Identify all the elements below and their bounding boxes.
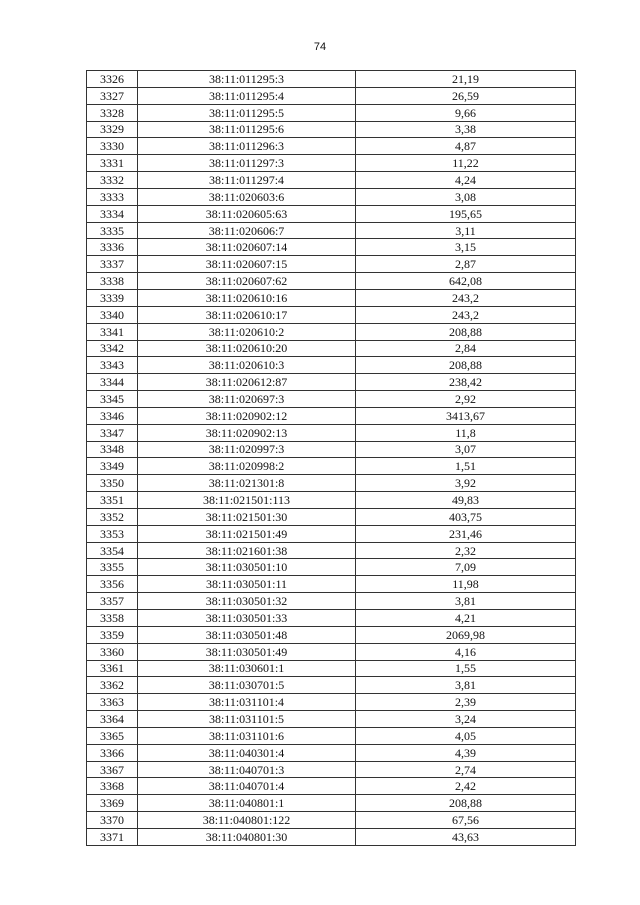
cadastral-number-cell: 38:11:040701:3 [138, 761, 356, 778]
cadastral-number-cell: 38:11:030501:32 [138, 593, 356, 610]
table-row [87, 323, 576, 340]
row-number-cell: 3347 [87, 424, 138, 441]
cadastral-number-cell: 38:11:030601:1 [138, 660, 356, 677]
row-number-cell: 3334 [87, 205, 138, 222]
cadastral-number-cell: 38:11:031101:4 [138, 694, 356, 711]
table-row [87, 525, 576, 542]
area-value-cell: 3,07 [356, 441, 576, 458]
cadastral-number-cell: 38:11:011297:3 [138, 155, 356, 172]
table-row [87, 155, 576, 172]
cadastral-number-cell: 38:11:021301:8 [138, 475, 356, 492]
row-number-cell: 3337 [87, 256, 138, 273]
cadastral-number-cell: 38:11:030501:11 [138, 576, 356, 593]
row-number-cell: 3367 [87, 761, 138, 778]
table-row [87, 542, 576, 559]
area-value-cell: 2,84 [356, 340, 576, 357]
row-number-cell: 3326 [87, 71, 138, 88]
row-number-cell: 3342 [87, 340, 138, 357]
cadastral-number-cell: 38:11:040801:30 [138, 828, 356, 845]
table-row [87, 87, 576, 104]
table-row [87, 778, 576, 795]
area-value-cell: 2,92 [356, 391, 576, 408]
table-row [87, 660, 576, 677]
area-value-cell: 3,92 [356, 475, 576, 492]
row-number-cell: 3371 [87, 828, 138, 845]
row-number-cell: 3363 [87, 694, 138, 711]
row-number-cell: 3344 [87, 374, 138, 391]
table-row [87, 306, 576, 323]
area-value-cell: 3,81 [356, 677, 576, 694]
cadastral-number-cell: 38:11:020610:2 [138, 323, 356, 340]
row-number-cell: 3355 [87, 559, 138, 576]
area-value-cell: 4,87 [356, 138, 576, 155]
table-row [87, 172, 576, 189]
row-number-cell: 3370 [87, 812, 138, 829]
row-number-cell: 3362 [87, 677, 138, 694]
area-value-cell: 238,42 [356, 374, 576, 391]
area-value-cell: 208,88 [356, 795, 576, 812]
cadastral-number-cell: 38:11:020610:20 [138, 340, 356, 357]
area-value-cell: 403,75 [356, 508, 576, 525]
page-number: 74 [313, 41, 327, 53]
cadastral-number-cell: 38:11:040301:4 [138, 744, 356, 761]
area-value-cell: 4,39 [356, 744, 576, 761]
table-row [87, 626, 576, 643]
table-row [87, 357, 576, 374]
area-value-cell: 3,38 [356, 121, 576, 138]
area-value-cell: 4,16 [356, 643, 576, 660]
cadastral-number-cell: 38:11:020998:2 [138, 458, 356, 475]
row-number-cell: 3353 [87, 525, 138, 542]
table-row [87, 795, 576, 812]
row-number-cell: 3338 [87, 273, 138, 290]
area-value-cell: 243,2 [356, 289, 576, 306]
cadastral-number-cell: 38:11:020607:15 [138, 256, 356, 273]
area-value-cell: 9,66 [356, 104, 576, 121]
cadastral-number-cell: 38:11:011297:4 [138, 172, 356, 189]
table-row [87, 643, 576, 660]
row-number-cell: 3356 [87, 576, 138, 593]
cadastral-number-cell: 38:11:020610:16 [138, 289, 356, 306]
row-number-cell: 3346 [87, 407, 138, 424]
area-value-cell: 3,81 [356, 593, 576, 610]
cadastral-number-cell: 38:11:031101:6 [138, 727, 356, 744]
table-row [87, 711, 576, 728]
table-row [87, 273, 576, 290]
area-value-cell: 4,05 [356, 727, 576, 744]
row-number-cell: 3366 [87, 744, 138, 761]
cadastral-number-cell: 38:11:030501:33 [138, 610, 356, 627]
cadastral-number-cell: 38:11:021501:30 [138, 508, 356, 525]
area-value-cell: 67,56 [356, 812, 576, 829]
row-number-cell: 3336 [87, 239, 138, 256]
row-number-cell: 3365 [87, 727, 138, 744]
row-number-cell: 3348 [87, 441, 138, 458]
cadastral-number-cell: 38:11:040701:4 [138, 778, 356, 795]
row-number-cell: 3339 [87, 289, 138, 306]
table-row [87, 508, 576, 525]
cadastral-number-cell: 38:11:011295:6 [138, 121, 356, 138]
table-row [87, 559, 576, 576]
table-row [87, 256, 576, 273]
cadastral-number-cell: 38:11:030701:5 [138, 677, 356, 694]
cadastral-number-cell: 38:11:020607:14 [138, 239, 356, 256]
area-value-cell: 43,63 [356, 828, 576, 845]
row-number-cell: 3340 [87, 306, 138, 323]
row-number-cell: 3354 [87, 542, 138, 559]
cadastral-number-cell: 38:11:021601:38 [138, 542, 356, 559]
row-number-cell: 3331 [87, 155, 138, 172]
cadastral-number-cell: 38:11:020902:12 [138, 407, 356, 424]
row-number-cell: 3361 [87, 660, 138, 677]
area-value-cell: 2,87 [356, 256, 576, 273]
table-row [87, 492, 576, 509]
area-value-cell: 231,46 [356, 525, 576, 542]
table-row [87, 744, 576, 761]
row-number-cell: 3333 [87, 188, 138, 205]
table-row [87, 407, 576, 424]
cadastral-number-cell: 38:11:020697:3 [138, 391, 356, 408]
area-value-cell: 2,42 [356, 778, 576, 795]
table-row [87, 475, 576, 492]
cadastral-number-cell: 38:11:021501:113 [138, 492, 356, 509]
row-number-cell: 3352 [87, 508, 138, 525]
table-row [87, 828, 576, 845]
area-value-cell: 3413,67 [356, 407, 576, 424]
row-number-cell: 3350 [87, 475, 138, 492]
table-body [87, 71, 576, 846]
table-row [87, 289, 576, 306]
row-number-cell: 3369 [87, 795, 138, 812]
area-value-cell: 3,08 [356, 188, 576, 205]
cadastral-number-cell: 38:11:011295:5 [138, 104, 356, 121]
row-number-cell: 3327 [87, 87, 138, 104]
area-value-cell: 1,55 [356, 660, 576, 677]
row-number-cell: 3368 [87, 778, 138, 795]
cadastral-number-cell: 38:11:020997:3 [138, 441, 356, 458]
area-value-cell: 21,19 [356, 71, 576, 88]
table-row [87, 205, 576, 222]
area-value-cell: 2,32 [356, 542, 576, 559]
area-value-cell: 2069,98 [356, 626, 576, 643]
table-row [87, 727, 576, 744]
area-value-cell: 208,88 [356, 323, 576, 340]
row-number-cell: 3351 [87, 492, 138, 509]
row-number-cell: 3345 [87, 391, 138, 408]
data-table [86, 70, 576, 846]
table-row [87, 610, 576, 627]
area-value-cell: 243,2 [356, 306, 576, 323]
row-number-cell: 3335 [87, 222, 138, 239]
row-number-cell: 3330 [87, 138, 138, 155]
row-number-cell: 3357 [87, 593, 138, 610]
cadastral-number-cell: 38:11:040801:122 [138, 812, 356, 829]
cadastral-number-cell: 38:11:021501:49 [138, 525, 356, 542]
area-value-cell: 7,09 [356, 559, 576, 576]
table-row [87, 188, 576, 205]
table-row [87, 104, 576, 121]
row-number-cell: 3349 [87, 458, 138, 475]
table-row [87, 694, 576, 711]
area-value-cell: 2,74 [356, 761, 576, 778]
area-value-cell: 1,51 [356, 458, 576, 475]
table-row [87, 441, 576, 458]
area-value-cell: 195,65 [356, 205, 576, 222]
table-row [87, 677, 576, 694]
cadastral-number-cell: 38:11:031101:5 [138, 711, 356, 728]
cadastral-number-cell: 38:11:030501:48 [138, 626, 356, 643]
row-number-cell: 3360 [87, 643, 138, 660]
row-number-cell: 3359 [87, 626, 138, 643]
area-value-cell: 4,24 [356, 172, 576, 189]
row-number-cell: 3364 [87, 711, 138, 728]
cadastral-number-cell: 38:11:020605:63 [138, 205, 356, 222]
area-value-cell: 208,88 [356, 357, 576, 374]
row-number-cell: 3358 [87, 610, 138, 627]
area-value-cell: 11,22 [356, 155, 576, 172]
table-row [87, 340, 576, 357]
table-row [87, 576, 576, 593]
area-value-cell: 4,21 [356, 610, 576, 627]
cadastral-number-cell: 38:11:040801:1 [138, 795, 356, 812]
area-value-cell: 2,39 [356, 694, 576, 711]
cadastral-number-cell: 38:11:020610:17 [138, 306, 356, 323]
cadastral-number-cell: 38:11:020607:62 [138, 273, 356, 290]
cadastral-number-cell: 38:11:011296:3 [138, 138, 356, 155]
cadastral-number-cell: 38:11:030501:49 [138, 643, 356, 660]
area-value-cell: 49,83 [356, 492, 576, 509]
table-row [87, 71, 576, 88]
cadastral-number-cell: 38:11:011295:3 [138, 71, 356, 88]
table-row [87, 222, 576, 239]
row-number-cell: 3341 [87, 323, 138, 340]
area-value-cell: 11,8 [356, 424, 576, 441]
table-row [87, 424, 576, 441]
area-value-cell: 26,59 [356, 87, 576, 104]
table-row [87, 761, 576, 778]
table-row [87, 138, 576, 155]
table-row [87, 812, 576, 829]
cadastral-number-cell: 38:11:020603:6 [138, 188, 356, 205]
area-value-cell: 11,98 [356, 576, 576, 593]
row-number-cell: 3332 [87, 172, 138, 189]
table-row [87, 239, 576, 256]
table-row [87, 391, 576, 408]
row-number-cell: 3328 [87, 104, 138, 121]
cadastral-number-cell: 38:11:030501:10 [138, 559, 356, 576]
area-value-cell: 642,08 [356, 273, 576, 290]
row-number-cell: 3343 [87, 357, 138, 374]
area-value-cell: 3,11 [356, 222, 576, 239]
cadastral-number-cell: 38:11:011295:4 [138, 87, 356, 104]
row-number-cell: 3329 [87, 121, 138, 138]
table-row [87, 121, 576, 138]
cadastral-number-cell: 38:11:020902:13 [138, 424, 356, 441]
table-row [87, 374, 576, 391]
cadastral-number-cell: 38:11:020606:7 [138, 222, 356, 239]
area-value-cell: 3,15 [356, 239, 576, 256]
cadastral-number-cell: 38:11:020610:3 [138, 357, 356, 374]
cadastral-number-cell: 38:11:020612:87 [138, 374, 356, 391]
table-row [87, 593, 576, 610]
area-value-cell: 3,24 [356, 711, 576, 728]
table-row [87, 458, 576, 475]
